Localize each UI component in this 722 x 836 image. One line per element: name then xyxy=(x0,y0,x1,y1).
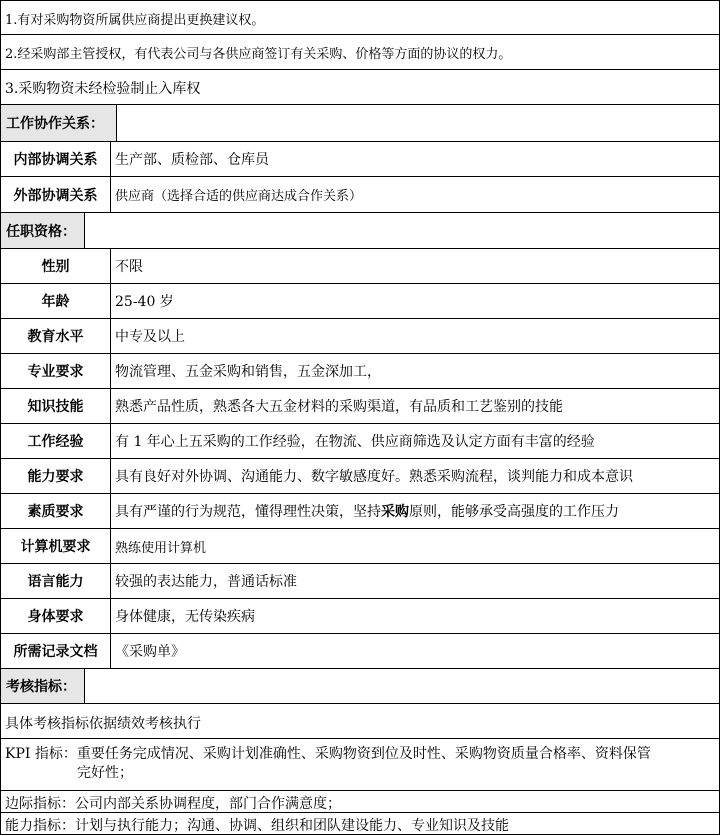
qualification-row xyxy=(0,354,720,389)
edge-indicator-text: 边际指标：公司内部关系协调程度，部门合作满意度； xyxy=(5,796,341,812)
qualification-value: 《采购单》 xyxy=(115,644,185,660)
qualification-value: 熟悉产品性质，熟悉各大五金材料的采购渠道，有品质和工艺鉴别的技能 xyxy=(115,399,563,415)
qualification-label: 性别 xyxy=(1,249,111,283)
qualification-row xyxy=(0,494,720,529)
internal-coordination-row xyxy=(0,142,720,177)
qualification-value: 熟练使用计算机 xyxy=(115,540,207,556)
qualification-label: 身体要求 xyxy=(1,599,111,633)
rights-row-3 xyxy=(0,70,720,105)
qualification-label: 素质要求 xyxy=(1,494,111,528)
rights-text-3: 3.采购物资未经检验制止入库权 xyxy=(5,81,201,97)
qualification-value: 物流管理、五金采购和销售，五金深加工， xyxy=(115,364,381,380)
qualification-row xyxy=(0,319,720,354)
qualification-row xyxy=(0,564,720,599)
rights-row-2 xyxy=(0,35,720,70)
kpi-text xyxy=(5,745,651,783)
external-coordination-row xyxy=(0,177,720,213)
qualification-value: 中专及以上 xyxy=(115,329,185,345)
qualification-label: 语言能力 xyxy=(1,564,111,598)
qualification-value: 不限 xyxy=(115,259,143,275)
assessment-section-title: 考核指标： xyxy=(1,669,85,703)
external-coordination-label: 外部协调关系 xyxy=(1,177,111,212)
assessment-text: 具体考核指标依据绩效考核执行 xyxy=(5,716,201,732)
qualification-value: 25-40 岁 xyxy=(115,294,174,310)
qualification-label: 年龄 xyxy=(1,284,111,318)
assessment-row xyxy=(0,704,720,739)
rights-text-1: 1.有对采购物资所属供应商提出更换建议权。 xyxy=(5,13,265,28)
internal-coordination-value: 生产部、质检部、仓库员 xyxy=(115,152,269,168)
qualification-row xyxy=(0,599,720,634)
qualification-label: 知识技能 xyxy=(1,389,111,423)
qualification-value: 较强的表达能力，普通话标准 xyxy=(115,574,297,590)
qualification-value: 有 1 年心上五采购的工作经验，在物流、供应商筛选及认定方面有丰富的经验 xyxy=(115,434,595,450)
qualification-row xyxy=(0,249,720,284)
ability-indicator-row xyxy=(0,813,720,835)
qualification-row xyxy=(0,284,720,319)
cooperation-header-row xyxy=(0,105,720,142)
qualification-value xyxy=(115,494,619,528)
qualification-row xyxy=(0,529,720,564)
internal-coordination-label: 内部协调关系 xyxy=(1,142,111,176)
qualification-label: 所需记录文档 xyxy=(1,634,111,668)
qualifications-section-title: 任职资格： xyxy=(1,213,85,248)
kpi-line-2: 完好性； xyxy=(77,765,133,781)
kpi-row xyxy=(0,739,720,791)
qualification-row xyxy=(0,424,720,459)
qualifications-header-row xyxy=(0,213,720,249)
qualification-value-bold: 采购 xyxy=(381,504,409,520)
qualification-label: 计算机要求 xyxy=(1,529,111,563)
kpi-line-1: KPI 指标：重要任务完成情况、采购计划准确性、采购物资到位及时性、采购物资质量合格率、资料保管 xyxy=(5,746,651,762)
external-coordination-value: 供应商（选择合适的供应商达成合作关系） xyxy=(115,189,363,204)
qualification-value: 身体健康，无传染疾病 xyxy=(115,609,255,625)
qualification-row xyxy=(0,459,720,494)
qualification-label: 专业要求 xyxy=(1,354,111,388)
qualification-label: 能力要求 xyxy=(1,459,111,493)
qualification-label: 工作经验 xyxy=(1,424,111,458)
qualification-row xyxy=(0,634,720,669)
ability-indicator-text: 能力指标：计划与执行能力；沟通、协调、组织和团队建设能力、专业知识及技能 xyxy=(5,818,509,834)
rights-row-1 xyxy=(0,0,720,35)
qualification-value-part: 原则，能够承受高强度的工作压力 xyxy=(409,504,619,520)
rights-text-2: 2.经采购部主管授权，有代表公司与各供应商签订有关采购、价格等方面的协议的权力。 xyxy=(5,47,512,62)
qualification-row xyxy=(0,389,720,424)
qualification-value-part: 具有严谨的行为规范，懂得理性决策，坚持 xyxy=(115,504,381,520)
cooperation-section-title: 工作协作关系： xyxy=(1,105,117,141)
qualification-label: 教育水平 xyxy=(1,319,111,353)
edge-indicator-row xyxy=(0,791,720,813)
qualification-value: 具有良好对外协调、沟通能力、数字敏感度好。熟悉采购流程，谈判能力和成本意识 xyxy=(115,469,633,485)
assessment-header-row xyxy=(0,669,720,704)
